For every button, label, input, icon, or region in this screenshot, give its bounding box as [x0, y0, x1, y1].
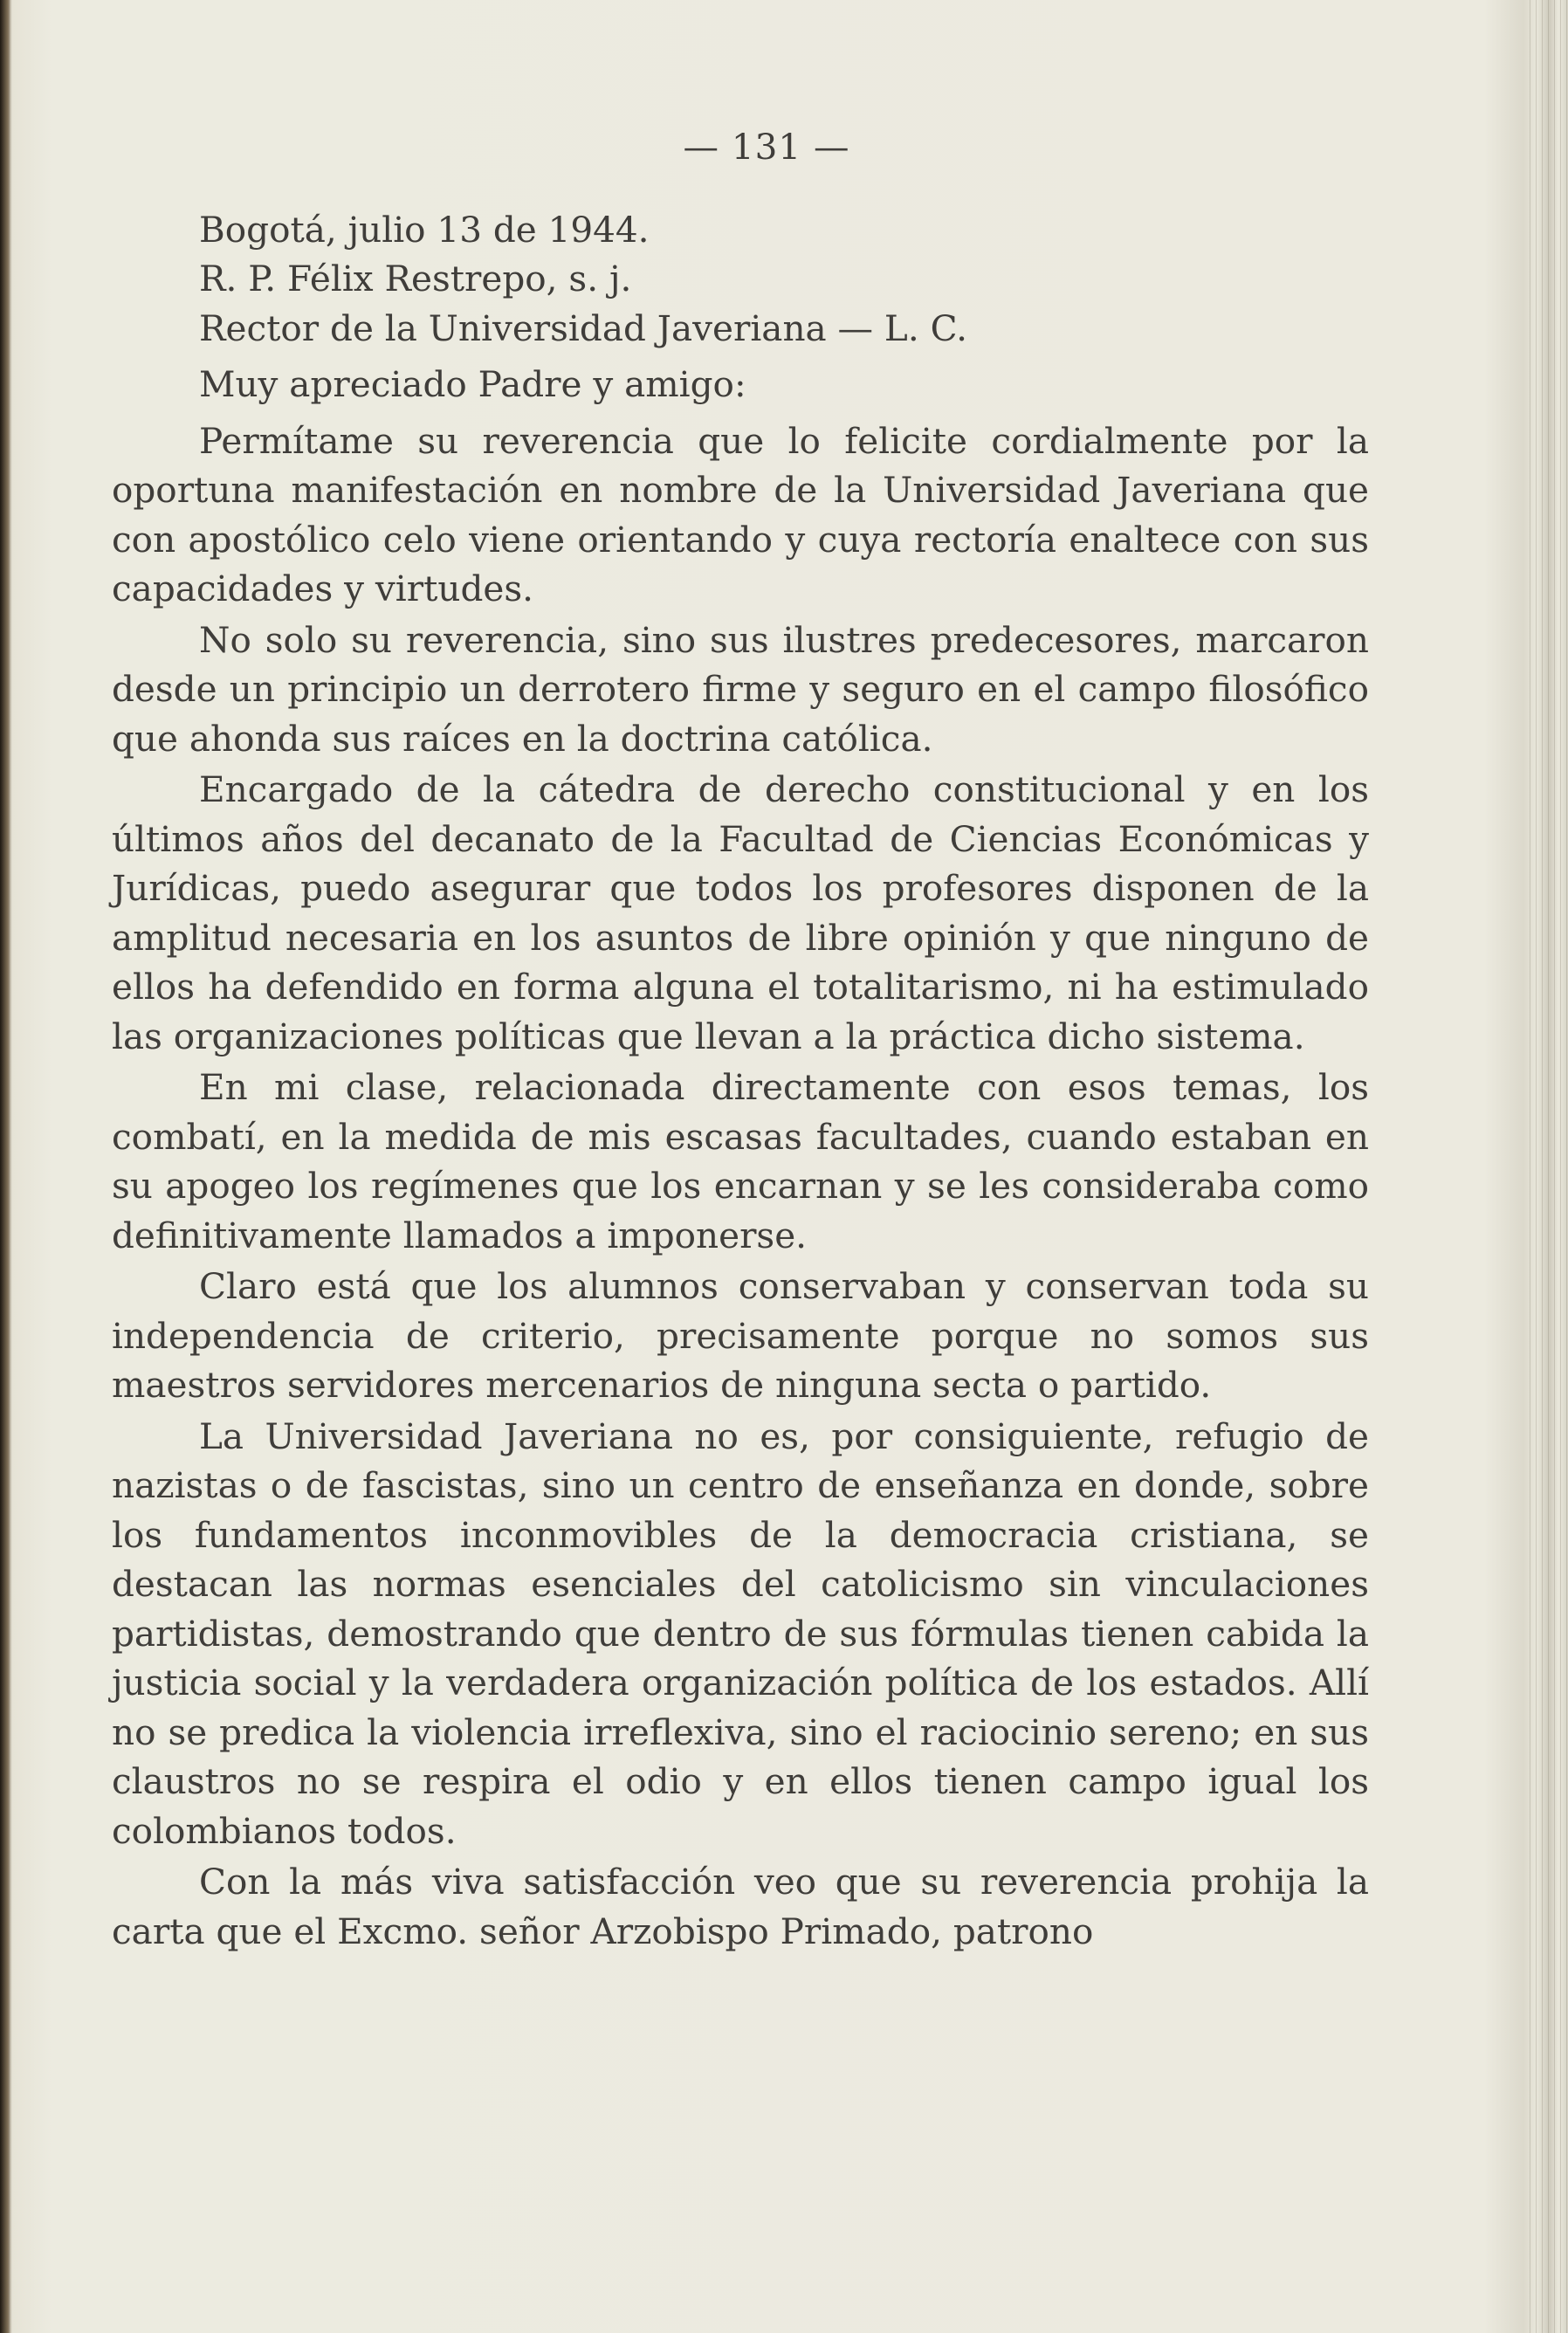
- letter-header: [112, 205, 1369, 354]
- letter-recipient-title: Rector de la Universidad Javeriana — L. C.: [199, 306, 967, 349]
- page-edge-stack: [1530, 0, 1568, 2333]
- paragraph: Con la más viva satisfacción veo que su reverencia prohija la carta que el Excmo. señor Arzobispo Primado, patrono: [112, 1861, 1369, 1952]
- paragraph: No solo su reverencia, sino sus ilustres predecesores, marcaron desde un principio un derrotero firme y seguro en el campo filosófico que ahonda sus raíces en la doctrina católica.: [112, 618, 1369, 760]
- paragraph: Encargado de la cátedra de derecho constitucional y en los últimos años del decanato de la Facultad de Ciencias Económicas y Jurídicas, puedo asegurar que todos los profesores disponen de la amplitud necesaria en los asuntos de libre opinión y que ninguno de ellos ha defendido en forma alguna el totalitarismo, ni ha estimulado las organizaciones políticas que llevan a la práctica dicho sistema.: [112, 768, 1369, 1057]
- letter-recipient: R. P. Félix Restrepo, s. j.: [199, 258, 632, 299]
- paragraph: En mi clase, relacionada directamente con esos temas, los combatí, en la medida de mis escasas facultades, cuando estaban en su apogeo los regímenes que los encarnan y se les consideraba como definitivamente llamados a imponerse.: [112, 1066, 1369, 1256]
- letter-body: [112, 416, 1369, 1957]
- paragraph: Claro está que los alumnos conservaban y conservan toda su independencia de criterio, precisamente porque no somos sus maestros servidores mercenarios de ninguna secta o partido.: [112, 1265, 1369, 1406]
- paragraph: La Universidad Javeriana no es, por consiguiente, refugio de nazistas o de fascistas, sino un centro de enseñanza en donde, sobre los fundamentos inconmovibles de la democracia cristiana, se destacan las normas esenciales del catolicismo sin vinculaciones partidistas, demostrando que dentro de sus fórmulas tienen cabida la justicia social y la verdadera organización política de los estados. Allí no se predica la violencia irreflexiva, sino el raciocinio sereno; en sus claustros no se respira el odio y en ellos tienen campo igual los colombianos todos.: [112, 1414, 1369, 1852]
- page-binding-shadow: [0, 0, 10, 2333]
- page-number: — 131 —: [683, 126, 850, 168]
- paragraph: Permítame su reverencia que lo felicite cordialmente por la oportuna manifestación en nombre de la Universidad Javeriana que con apostólico celo viene orientando y cuya rectoría enaltece con sus capacidades y virtudes.: [112, 419, 1369, 609]
- page-content: [112, 122, 1369, 1956]
- letter-salutation: Muy apreciado Padre y amigo:: [199, 363, 746, 405]
- letter-date: Bogotá, julio 13 de 1944.: [199, 208, 650, 251]
